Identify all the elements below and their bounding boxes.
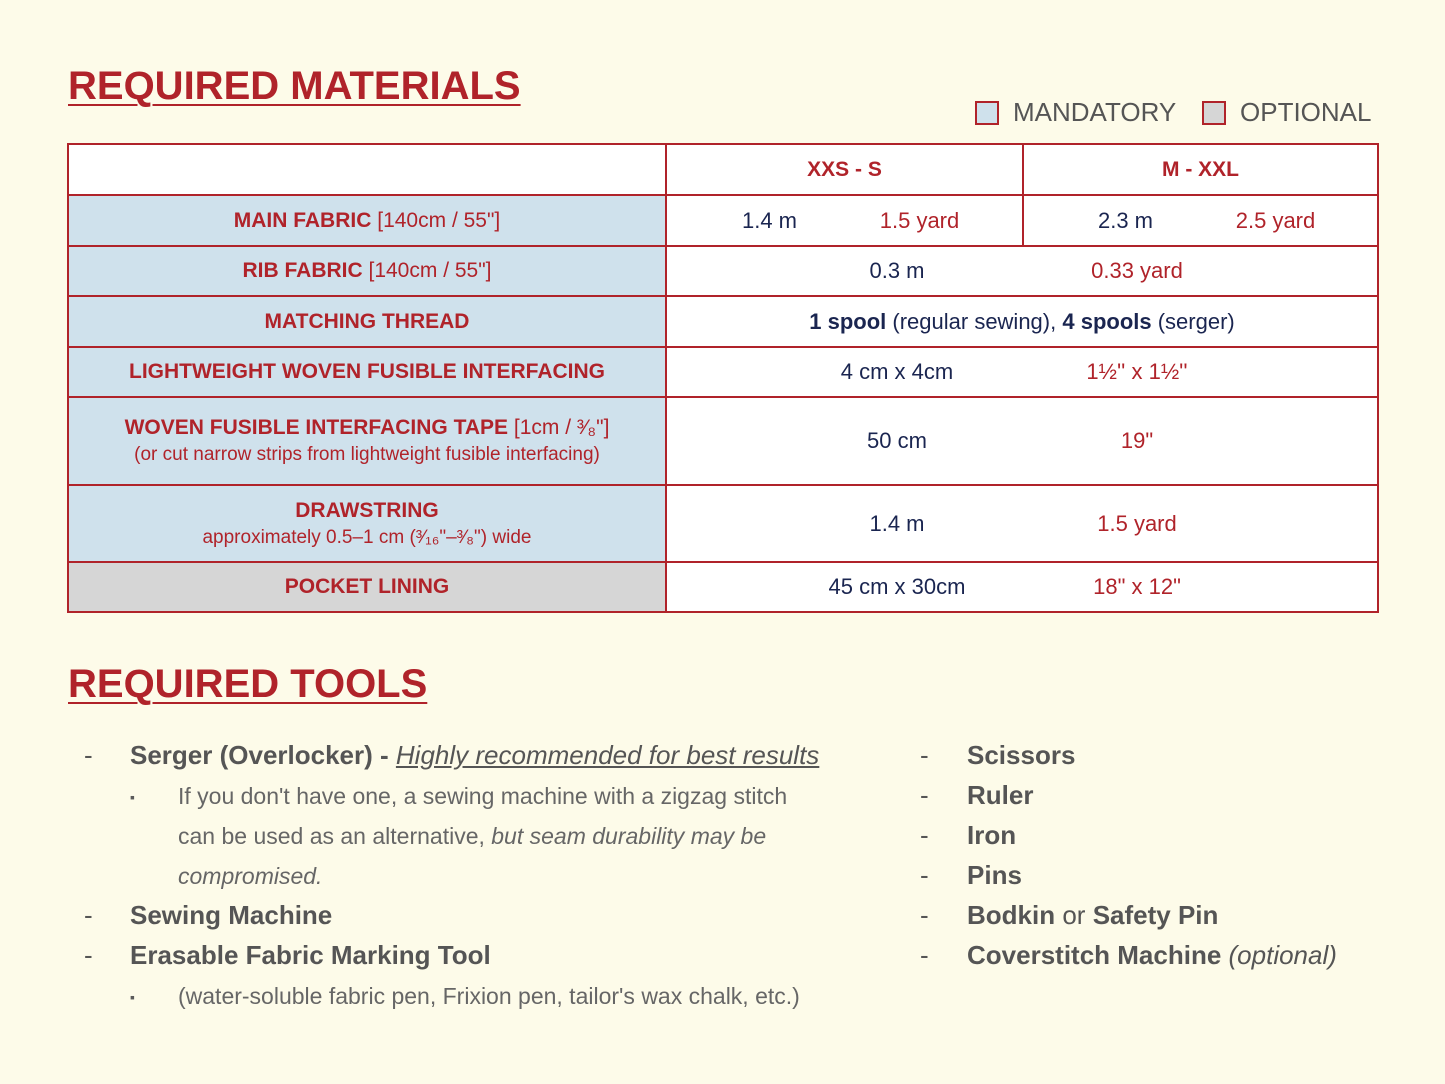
thread-serger-note: (serger) xyxy=(1151,308,1235,334)
legend-mandatory-label: MANDATORY xyxy=(1013,97,1177,127)
tools-heading: REQUIRED TOOLS xyxy=(68,662,428,706)
tool-pins: Pins xyxy=(967,860,1022,890)
legend-optional-label: OPTIONAL xyxy=(1240,97,1372,127)
tool-safety-pin: Safety Pin xyxy=(1092,900,1219,930)
metric-value: 1.4 m xyxy=(869,510,925,536)
list-sub-item: If you don't have one, a sewing machine with a zigzag stitch xyxy=(178,783,788,809)
sub-item-italic: compromised. xyxy=(178,863,323,889)
imperial-value: 1.5 yard xyxy=(1097,510,1177,536)
metric-value: 1.4 m xyxy=(741,207,798,233)
tool-serger: Serger (Overlocker) xyxy=(130,740,373,770)
list-item xyxy=(130,940,491,971)
list-sub-item xyxy=(178,823,766,850)
list-dash: - xyxy=(84,740,93,770)
row-label-name: MAIN FABRIC xyxy=(233,208,372,232)
tool-coverstitch: Coverstitch Machine xyxy=(967,940,1222,970)
row-label-name: WOVEN FUSIBLE INTERFACING TAPE xyxy=(124,416,509,439)
sub-item-text: can be used as an alternative, xyxy=(178,823,492,849)
tool-serger-note: Highly recommended for best results xyxy=(395,740,820,770)
tool-coverstitch-note: (optional) xyxy=(1221,940,1337,970)
list-item xyxy=(130,900,332,931)
list-item xyxy=(967,780,1033,811)
list-dash: - xyxy=(920,900,929,930)
list-item xyxy=(967,940,1337,971)
sub-item-italic: but seam durability may be xyxy=(491,823,767,849)
column-header-small: XXS - S xyxy=(666,144,1023,195)
tool-ruler: Ruler xyxy=(967,780,1034,810)
thread-regular-note: (regular sewing), xyxy=(886,308,1063,334)
list-dash: - xyxy=(920,820,929,850)
tool-marking: Erasable Fabric Marking Tool xyxy=(130,940,491,970)
imperial-value: 1.5 yard xyxy=(879,207,960,233)
tool-bodkin: Bodkin xyxy=(967,900,1056,930)
tool-sewing-machine: Sewing Machine xyxy=(130,900,333,930)
imperial-value: 18" x 12" xyxy=(1093,574,1181,599)
list-sub-item xyxy=(178,863,322,890)
list-item xyxy=(967,820,1016,851)
imperial-value: 19" xyxy=(1120,428,1154,453)
list-dash: - xyxy=(920,940,929,970)
metric-value: 50 cm xyxy=(867,428,927,453)
imperial-value: 0.33 yard xyxy=(1091,258,1183,283)
thread-regular-amount: 1 spool xyxy=(809,308,887,334)
list-dash: - xyxy=(84,900,93,930)
list-item xyxy=(967,740,1075,771)
thread-serger-amount: 4 spools xyxy=(1062,308,1152,334)
list-bullet: ▪ xyxy=(130,789,135,805)
row-label-sub: (or cut narrow strips from lightweight fusible interfacing) xyxy=(134,444,600,465)
row-label-name: LIGHTWEIGHT WOVEN FUSIBLE INTERFACING xyxy=(129,360,605,383)
row-label-name: RIB FABRIC xyxy=(242,259,363,282)
row-label-name: POCKET LINING xyxy=(284,575,450,598)
tool-serger-sep: - xyxy=(372,740,396,770)
list-bullet: ▪ xyxy=(130,989,135,1005)
metric-value: 45 cm x 30cm xyxy=(828,574,966,599)
metric-value: 0.3 m xyxy=(869,258,925,283)
list-item xyxy=(967,860,1022,891)
metric-value: 2.3 m xyxy=(1097,207,1154,233)
imperial-value: 2.5 yard xyxy=(1235,207,1316,233)
list-item xyxy=(130,740,819,771)
tool-iron: Iron xyxy=(967,820,1017,850)
materials-heading: REQUIRED MATERIALS xyxy=(68,64,521,108)
list-dash: - xyxy=(920,740,929,770)
tool-scissors: Scissors xyxy=(967,740,1076,770)
list-dash: - xyxy=(920,780,929,810)
row-label-sub: approximately 0.5–1 cm (³⁄₁₆"–³⁄₈") wide xyxy=(202,526,532,548)
tool-or: or xyxy=(1055,900,1093,930)
imperial-value: 1½'' x 1½'' xyxy=(1086,359,1188,384)
list-dash: - xyxy=(920,860,929,890)
row-label-name: MATCHING THREAD xyxy=(264,309,470,333)
row-label-extra: [140cm / 55"] xyxy=(362,259,492,282)
list-item xyxy=(967,900,1218,931)
column-header-large: M - XXL xyxy=(1023,144,1378,195)
row-label-name: DRAWSTRING xyxy=(295,498,439,522)
list-sub-item: (water-soluble fabric pen, Frixion pen, tailor's wax chalk, etc.) xyxy=(178,983,800,1009)
metric-value: 4 cm x 4cm xyxy=(840,359,954,384)
list-dash: - xyxy=(84,940,93,970)
row-label-extra: [1cm / ³⁄₈"] xyxy=(508,416,610,439)
row-label-extra: [140cm / 55"] xyxy=(371,208,501,232)
